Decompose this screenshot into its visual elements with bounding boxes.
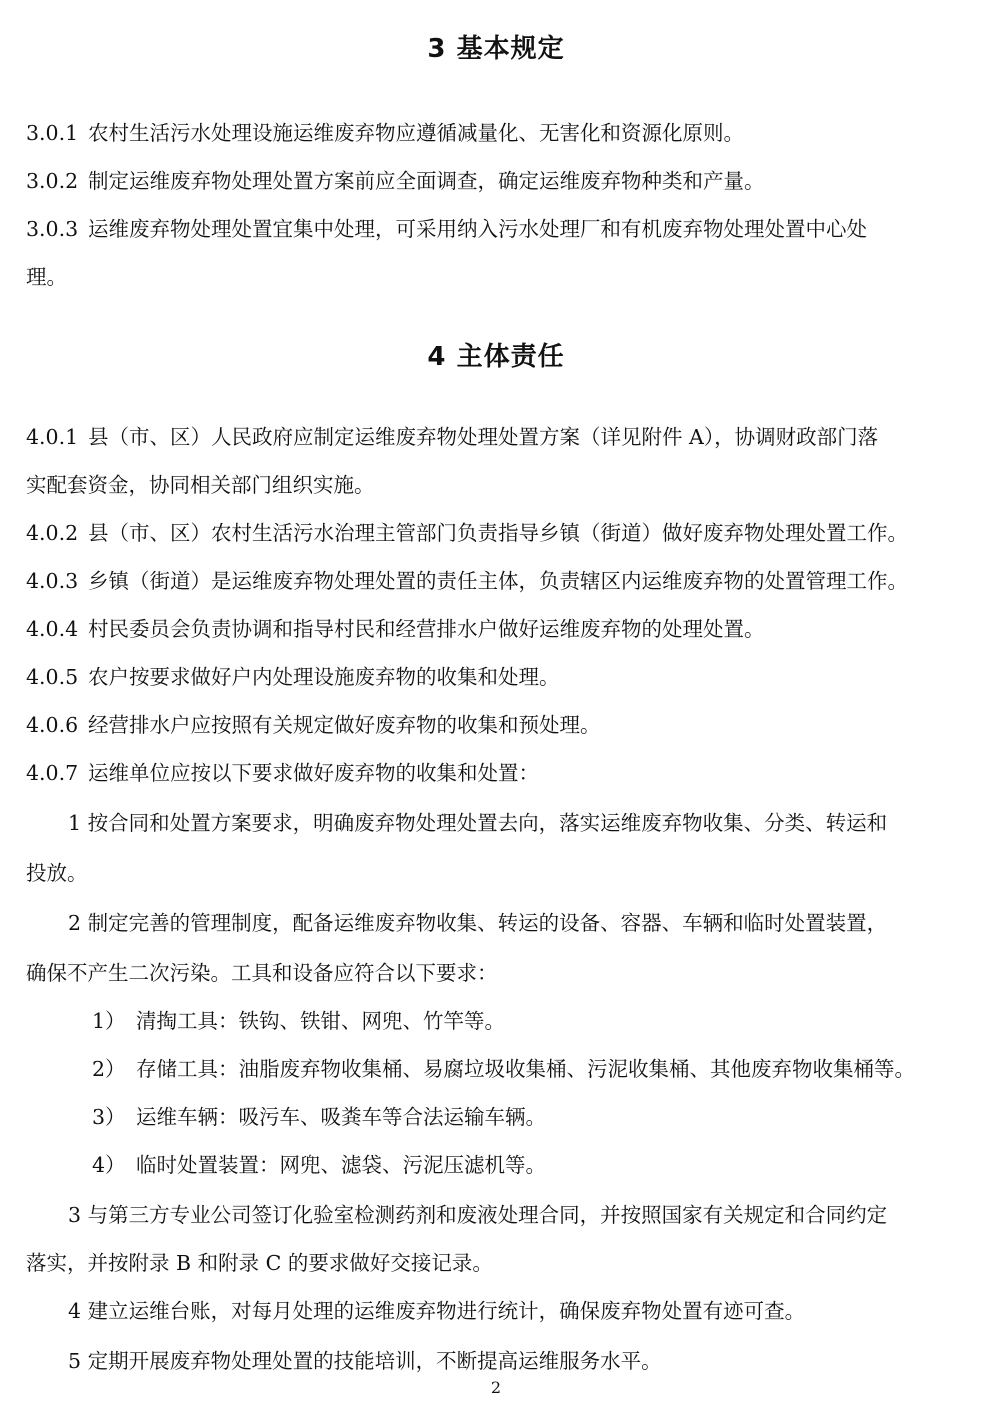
item-3 (68, 1198, 887, 1228)
clause-text: 县（市、区）人民政府应制定运维废弃物处理处置方案（详见附件 A），协调财政部门落 (88, 425, 879, 449)
section-3-heading: 3 基本规定 (427, 34, 565, 64)
clause-number: 3.0.3 (26, 217, 79, 241)
subitem-number: 1） (92, 1009, 126, 1033)
clause-4-0-3 (26, 564, 908, 594)
clause-3-0-2 (26, 164, 765, 194)
subitem-text: 存储工具：油脂废弃物收集桶、易腐垃圾收集桶、污泥收集桶、其他废弃物收集桶等。 (136, 1057, 915, 1081)
subitem-number: 2） (92, 1057, 126, 1081)
subitem-text: 运维车辆：吸污车、吸粪车等合法运输车辆。 (136, 1105, 546, 1129)
clause-number: 4.0.1 (26, 425, 79, 449)
item-text: 建立运维台账，对每月处理的运维废弃物进行统计，确保废弃物处置有迹可查。 (87, 1299, 806, 1323)
clause-number: 4.0.7 (26, 761, 79, 785)
item-5 (68, 1344, 662, 1374)
clause-4-0-6 (26, 708, 601, 738)
clause-4-0-1 (26, 420, 878, 450)
clause-4-0-7 (26, 756, 539, 786)
clause-4-0-5 (26, 660, 560, 690)
clause-3-0-1 (26, 116, 744, 146)
clause-number: 4.0.2 (26, 521, 79, 545)
clause-4-0-4 (26, 612, 765, 642)
clause-text: 县（市、区）农村生活污水治理主管部门负责指导乡镇（街道）做好废弃物处理处置工作。 (88, 521, 908, 545)
clause-text: 农户按要求做好户内处理设施废弃物的收集和处理。 (88, 665, 560, 689)
clause-text: 运维单位应按以下要求做好废弃物的收集和处置： (88, 761, 539, 785)
clause-number: 3.0.2 (26, 169, 79, 193)
clause-text: 乡镇（街道）是运维废弃物处理处置的责任主体，负责辖区内运维废弃物的处置管理工作。 (88, 569, 908, 593)
item-text: 定期开展废弃物处理处置的技能培训，不断提高运维服务水平。 (87, 1349, 662, 1373)
clause-number: 4.0.5 (26, 665, 79, 689)
subitem-4 (92, 1148, 546, 1178)
clause-4-0-2 (26, 516, 908, 546)
clause-3-0-3 (26, 212, 867, 242)
clause-text: 经营排水户应按照有关规定做好废弃物的收集和预处理。 (88, 713, 601, 737)
page-number: 2 (490, 1378, 502, 1397)
clause-text: 运维废弃物处理处置宜集中处理，可采用纳入污水处理厂和有机废弃物处理处置中心处 (88, 217, 867, 241)
item-number: 3 (68, 1203, 82, 1227)
clause-number: 4.0.6 (26, 713, 79, 737)
item-text: 与第三方专业公司签订化验室检测药剂和废液处理合同，并按照国家有关规定和合同约定 (87, 1203, 888, 1227)
clause-4-0-1-continuation: 实配套资金，协同相关部门组织实施。 (26, 473, 375, 497)
subitem-text: 清掏工具：铁钩、铁钳、网兜、竹竿等。 (136, 1009, 505, 1033)
subitem-1 (92, 1004, 505, 1034)
clause-number: 3.0.1 (26, 121, 79, 145)
clause-number: 4.0.4 (26, 617, 79, 641)
item-number: 2 (68, 911, 82, 935)
item-2-continuation: 确保不产生二次污染。工具和设备应符合以下要求： (26, 961, 498, 985)
clause-text: 村民委员会负责协调和指导村民和经营排水户做好运维废弃物的处理处置。 (88, 617, 765, 641)
subitem-text: 临时处置装置：网兜、滤袋、污泥压滤机等。 (136, 1153, 546, 1177)
clause-text: 农村生活污水处理设施运维废弃物应遵循减量化、无害化和资源化原则。 (88, 121, 744, 145)
item-text: 制定完善的管理制度，配备运维废弃物收集、转运的设备、容器、车辆和临时处置装置， (87, 911, 888, 935)
clause-number: 4.0.3 (26, 569, 79, 593)
subitem-number: 3） (92, 1105, 126, 1129)
item-number: 4 (68, 1299, 82, 1323)
item-1-continuation: 投放。 (26, 861, 88, 885)
item-4 (68, 1294, 805, 1324)
clause-3-0-3-continuation: 理。 (26, 265, 67, 289)
clause-text: 制定运维废弃物处理处置方案前应全面调查，确定运维废弃物种类和产量。 (88, 169, 765, 193)
item-number: 1 (68, 811, 82, 835)
subitem-3 (92, 1100, 546, 1130)
item-1 (68, 806, 887, 836)
item-3-continuation: 落实，并按附录 B 和附录 C 的要求做好交接记录。 (26, 1251, 493, 1275)
item-text: 按合同和处置方案要求，明确废弃物处理处置去向，落实运维废弃物收集、分类、转运和 (87, 811, 888, 835)
subitem-2 (92, 1052, 915, 1082)
section-4-heading: 4 主体责任 (427, 342, 565, 372)
item-2 (68, 906, 887, 936)
subitem-number: 4） (92, 1153, 126, 1177)
item-number: 5 (68, 1349, 82, 1373)
